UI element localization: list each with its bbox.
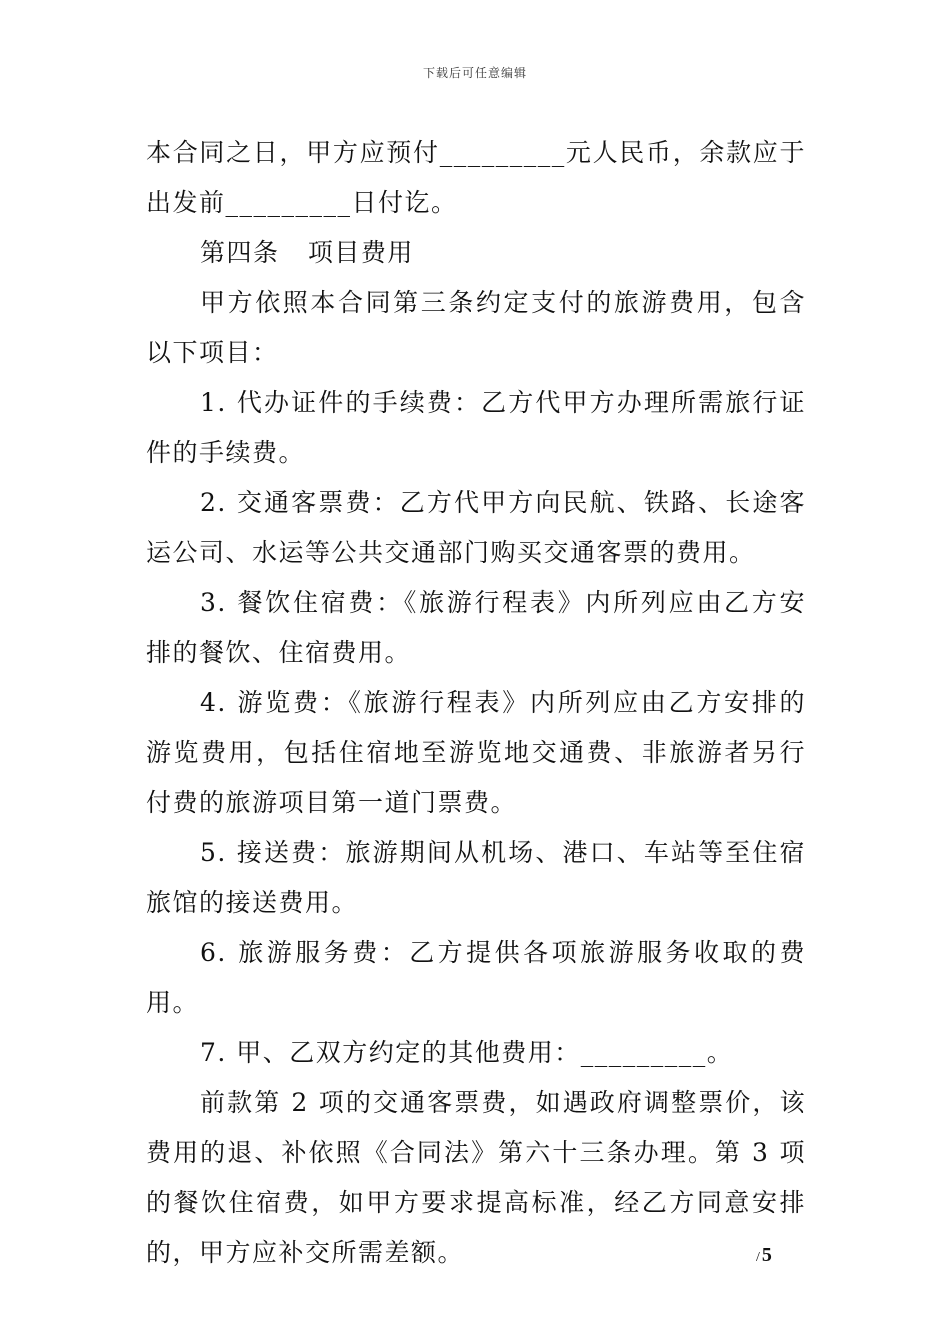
article-heading: 第四条 项目费用 (200, 238, 414, 267)
list-item-transport-fee: 2. 交通客票费：乙方代甲方向民航、铁路、长途客运公司、水运等公共交通部门购买交通客票的费用。 (146, 488, 806, 567)
paragraph-adjustment: 前款第 2 项的交通客票费，如遇政府调整票价，该费用的退、补依照《合同法》第六十三条办理。第 3 项的餐饮住宿费，如甲方要求提高标准，经乙方同意安排的，甲方应补交所需差额。 (146, 1088, 806, 1267)
list-item-document-fee: 1. 代办证件的手续费：乙方代甲方办理所需旅行证件的手续费。 (146, 388, 806, 467)
page-number-slash: / (756, 1250, 760, 1265)
list-item-dining-lodging-fee: 3. 餐饮住宿费：《旅游行程表》内所列应由乙方安排的餐饮、住宿费用。 (146, 588, 806, 667)
list-item-sightseeing-fee: 4. 游览费：《旅游行程表》内所列应由乙方安排的游览费用，包括住宿地至游览地交通费、非旅游者另行付费的旅游项目第一道门票费。 (146, 688, 806, 817)
list-item-service-fee: 6. 旅游服务费：乙方提供各项旅游服务收取的费用。 (146, 938, 806, 1017)
page-number-value: 5 (761, 1244, 772, 1266)
paragraph-fee-intro: 甲方依照本合同第三条约定支付的旅游费用，包含以下项目： (146, 288, 806, 367)
list-item-transfer-fee: 5. 接送费：旅游期间从机场、港口、车站等至住宿旅馆的接送费用。 (146, 838, 806, 917)
page-header: 下载后可任意编辑 (422, 66, 527, 80)
document-body (146, 128, 806, 1278)
paragraph-prepayment: 本合同之日，甲方应预付_________元人民币，余款应于出发前_________日付讫。 (146, 138, 806, 217)
page-number (756, 1244, 772, 1267)
list-item-other-fee: 7. 甲、乙双方约定的其他费用：_________。 (200, 1038, 734, 1067)
